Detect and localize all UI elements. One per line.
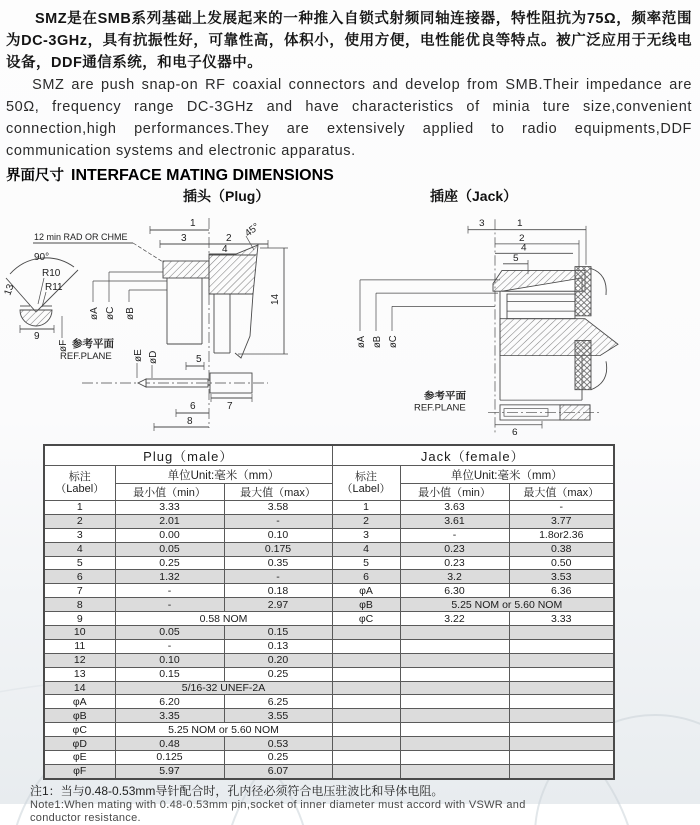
cell-label: 14 (44, 681, 115, 695)
cell-value: 0.23 (400, 556, 509, 570)
cell-label (332, 667, 400, 681)
section-title (6, 166, 700, 186)
cell-value: 3.58 (224, 501, 332, 515)
plug-ref-plane-zh: 参考平面 (72, 338, 114, 350)
plug-r11-label: R11 (45, 282, 63, 293)
cell-value: 6.36 (509, 584, 614, 598)
plug-dim-9-label: 9 (34, 331, 40, 342)
plug-unit-header: 单位Unit:毫米（mm） (115, 466, 332, 484)
cell-value: 0.10 (115, 653, 224, 667)
note-en-line2: conductor resistance. (30, 811, 141, 824)
cell-value: 0.20 (224, 653, 332, 667)
table-row (44, 570, 614, 584)
cell-span-value: 5.25 NOM or 5.60 NOM (115, 723, 332, 737)
cell-value: 3.61 (400, 514, 509, 528)
cell-value: 0.18 (224, 584, 332, 598)
plug-phi-a-label: øA (89, 307, 100, 320)
plug-dim-14-label: 14 (270, 293, 281, 305)
cell-value: 6.07 (224, 764, 332, 778)
jack-phi-a-label: øA (355, 335, 368, 349)
cell-value: 3.2 (400, 570, 509, 584)
jack-drawing (350, 206, 700, 438)
plug-max-header: 最大值（max） (224, 484, 332, 501)
cell-label (332, 709, 400, 723)
plug-dim-5-label: 5 (196, 354, 202, 365)
cell-label: 13 (44, 667, 115, 681)
cell-value (509, 737, 614, 751)
cell-value: 0.15 (224, 626, 332, 640)
plug-min-header: 最小值（min） (115, 484, 224, 501)
table-row (44, 626, 614, 640)
cell-value: 1.8or2.36 (509, 528, 614, 542)
cell-label: 5 (332, 556, 400, 570)
table-row (44, 501, 614, 515)
plug-angle-45-label: 45° (243, 221, 262, 240)
plug-drawing (0, 206, 350, 438)
cell-value: 5.97 (115, 764, 224, 778)
dimension-table (43, 444, 615, 780)
cell-value: 0.25 (115, 556, 224, 570)
cell-value: - (115, 598, 224, 612)
cell-label (332, 764, 400, 778)
cell-label: 2 (44, 514, 115, 528)
plug-rad-note: 12 min RAD OR CHME (34, 232, 128, 242)
cell-value (509, 653, 614, 667)
plug-dim-8-label: 8 (187, 416, 193, 427)
plug-r10-label: R10 (42, 268, 61, 279)
cell-value (400, 653, 509, 667)
table-row (44, 556, 614, 570)
table-row (44, 667, 614, 681)
plug-label-header-zh: 标注 (68, 471, 91, 483)
cell-value: 0.10 (224, 528, 332, 542)
jack-unit-header: 单位Unit:毫米（mm） (400, 466, 614, 484)
jack-label-header (332, 466, 400, 501)
cell-value (400, 626, 509, 640)
cell-value (509, 709, 614, 723)
cell-label: 3 (44, 528, 115, 542)
plug-label-header (44, 466, 115, 501)
table-row (44, 584, 614, 598)
cell-label: 11 (44, 639, 115, 653)
cell-value (509, 695, 614, 709)
cell-label (332, 695, 400, 709)
cell-value: - (509, 501, 614, 515)
cell-value: 3.22 (400, 612, 509, 626)
cell-value: 2.97 (224, 598, 332, 612)
cell-span-value: 0.58 NOM (115, 612, 332, 626)
section-title-en: INTERFACE MATING DIMENSIONS (71, 167, 334, 184)
cell-span-value: 5.25 NOM or 5.60 NOM (400, 598, 614, 612)
cell-label: 6 (44, 570, 115, 584)
cell-value (509, 667, 614, 681)
plug-ref-plane-en: REF.PLANE (60, 351, 112, 362)
cell-label (332, 681, 400, 695)
plug-dim-3-label: 3 (181, 233, 187, 244)
cell-value: - (115, 584, 224, 598)
cell-value: 3.55 (224, 709, 332, 723)
cell-value (509, 764, 614, 778)
jack-label-header-en: （Label） (341, 483, 391, 495)
cell-value: 0.05 (115, 542, 224, 556)
cell-value: 0.25 (224, 667, 332, 681)
jack-section-header: Jack（female） (332, 445, 614, 466)
note-zh: 注1：当与0.48-0.53mm导针配合时，孔内径必须符合电压驻波比和导体电阻。 (30, 783, 444, 798)
cell-label: φC (44, 723, 115, 737)
cell-value: 0.05 (115, 626, 224, 640)
table-row (44, 639, 614, 653)
intro-paragraph-zh: SMZ是在SMB系列基础上发展起来的一种推入自锁式射频同轴连接器，特性阻抗为75Ω，频率范围为DC-3GHz，具有抗振性好，可靠性高，体积小，使用方便，电性能优良等特点。被广泛应用于无线电设备，DDF通信系统，和电子仪器中。 (6, 11, 692, 71)
cell-value (400, 667, 509, 681)
cell-label: φF (44, 764, 115, 778)
cell-value (400, 695, 509, 709)
plug-phi-f-label: øF (58, 339, 69, 352)
table-row (44, 723, 614, 737)
drawings-area (0, 206, 700, 438)
cell-value: 0.23 (400, 542, 509, 556)
cell-value: 0.50 (509, 556, 614, 570)
cell-value: 0.13 (224, 639, 332, 653)
cell-value (509, 626, 614, 640)
table-row (44, 737, 614, 751)
table-row (44, 528, 614, 542)
cell-label: 4 (44, 542, 115, 556)
cell-value: 3.35 (115, 709, 224, 723)
cell-value: 0.35 (224, 556, 332, 570)
jack-max-header: 最大值（max） (509, 484, 614, 501)
plug-angle-90-label: 90° (34, 252, 50, 263)
cell-label: 4 (332, 542, 400, 556)
cell-label (332, 653, 400, 667)
cell-value (509, 723, 614, 737)
figure-labels (0, 186, 700, 206)
plug-label-header-en: （Label） (55, 483, 105, 495)
cell-value (400, 639, 509, 653)
cell-value: 3.33 (115, 501, 224, 515)
plug-dim-2-label: 2 (226, 233, 232, 244)
cell-label: 1 (332, 501, 400, 515)
cell-label (332, 626, 400, 640)
cell-label: φA (332, 584, 400, 598)
cell-label: φA (44, 695, 115, 709)
cell-label: 8 (44, 598, 115, 612)
jack-ref-plane-en: REF.PLANE (414, 402, 466, 413)
cell-value: 0.15 (115, 667, 224, 681)
jack-dim-1-label: 1 (517, 218, 523, 229)
cell-value: 6.25 (224, 695, 332, 709)
jack-figure-label: 插座（Jack） (430, 188, 518, 204)
cell-value: 3.77 (509, 514, 614, 528)
cell-value (400, 709, 509, 723)
cell-value: 6.30 (400, 584, 509, 598)
plug-section-header: Plug（male） (44, 445, 332, 466)
cell-value: - (115, 639, 224, 653)
cell-label: φB (44, 709, 115, 723)
table-row (44, 653, 614, 667)
cell-value: 0.125 (115, 751, 224, 765)
jack-phi-c-label: øC (387, 335, 400, 349)
cell-label (332, 737, 400, 751)
intro-section (0, 0, 700, 162)
jack-phi-b-label: øB (371, 335, 384, 349)
table-row (44, 764, 614, 778)
cell-value: 3.63 (400, 501, 509, 515)
table-row (44, 695, 614, 709)
cell-label (332, 723, 400, 737)
cell-value: 3.33 (509, 612, 614, 626)
cell-label: φC (332, 612, 400, 626)
cell-value: 0.53 (224, 737, 332, 751)
jack-label-header-zh: 标注 (355, 471, 378, 483)
jack-dim-5-label: 5 (513, 253, 519, 264)
table-row (44, 598, 614, 612)
cell-value (400, 751, 509, 765)
jack-dim-3-label: 3 (479, 218, 485, 229)
jack-dim-6-label: 6 (512, 427, 518, 439)
plug-dim-6-label: 6 (190, 401, 196, 412)
cell-value: 0.48 (115, 737, 224, 751)
cell-value: 2.01 (115, 514, 224, 528)
cell-label: 12 (44, 653, 115, 667)
plug-dim-7-label: 7 (227, 401, 233, 412)
plug-dim-4-label: 4 (222, 244, 228, 255)
cell-value: 0.25 (224, 751, 332, 765)
section-title-zh: 界面尺寸 (6, 168, 64, 184)
jack-ref-plane-zh: 参考平面 (424, 391, 466, 403)
table-section-header-row (44, 445, 614, 466)
cell-value (400, 681, 509, 695)
cell-label: 10 (44, 626, 115, 640)
cell-label: φB (332, 598, 400, 612)
table-row (44, 709, 614, 723)
intro-paragraph-en: SMZ are push snap-on RF coaxial connectors and develop from SMB.Their impedance are 50Ω, frequency range DC-3GHz and have characteristics of minia ture size,convenient connection,high performances.They are extensively applied to radio equipments,DDF communication systems and electronic apparatus. (6, 77, 692, 159)
table-row (44, 542, 614, 556)
plug-phi-e-label: øE (133, 349, 144, 362)
table-unit-header-row (44, 466, 614, 484)
cell-value: 0.175 (224, 542, 332, 556)
cell-label: 2 (332, 514, 400, 528)
cell-value: - (224, 570, 332, 584)
cell-value: 0.38 (509, 542, 614, 556)
plug-phi-c-label: øC (105, 306, 116, 320)
cell-value (400, 737, 509, 751)
cell-label: 1 (44, 501, 115, 515)
cell-label: 9 (44, 612, 115, 626)
cell-value: - (400, 528, 509, 542)
cell-label: 5 (44, 556, 115, 570)
table-row (44, 751, 614, 765)
cell-label (332, 639, 400, 653)
plug-phi-b-label: øB (125, 307, 136, 320)
notes-section (30, 784, 700, 825)
note-en-line1: Note1:When mating with 0.48-0.53mm pin,socket of inner diameter must accord with VSWR and (30, 798, 526, 811)
table-body (44, 501, 614, 779)
cell-label: φE (44, 751, 115, 765)
cell-value: 1.32 (115, 570, 224, 584)
table-row (44, 612, 614, 626)
table-minmax-header-row (44, 484, 614, 501)
cell-value: - (224, 514, 332, 528)
jack-dim-2-label: 2 (519, 233, 525, 244)
table-row (44, 681, 614, 695)
plug-phi-d-label: øD (148, 350, 159, 364)
cell-span-value: 5/16-32 UNEF-2A (115, 681, 332, 695)
cell-label: φD (44, 737, 115, 751)
cell-label: 3 (332, 528, 400, 542)
cell-value (400, 764, 509, 778)
cell-value (509, 681, 614, 695)
cell-value: 0.00 (115, 528, 224, 542)
cell-value (509, 751, 614, 765)
cell-value (509, 639, 614, 653)
jack-min-header: 最小值（min） (400, 484, 509, 501)
plug-dim-1-label: 1 (190, 218, 196, 229)
cell-label: 7 (44, 584, 115, 598)
plug-dim-13-label: 13 (2, 282, 17, 298)
cell-value (400, 723, 509, 737)
jack-dim-4-label: 4 (521, 242, 527, 254)
cell-value: 3.53 (509, 570, 614, 584)
table-row (44, 514, 614, 528)
cell-label (332, 751, 400, 765)
cell-label: 6 (332, 570, 400, 584)
plug-figure-label: 插头（Plug） (183, 188, 270, 204)
cell-value: 6.20 (115, 695, 224, 709)
